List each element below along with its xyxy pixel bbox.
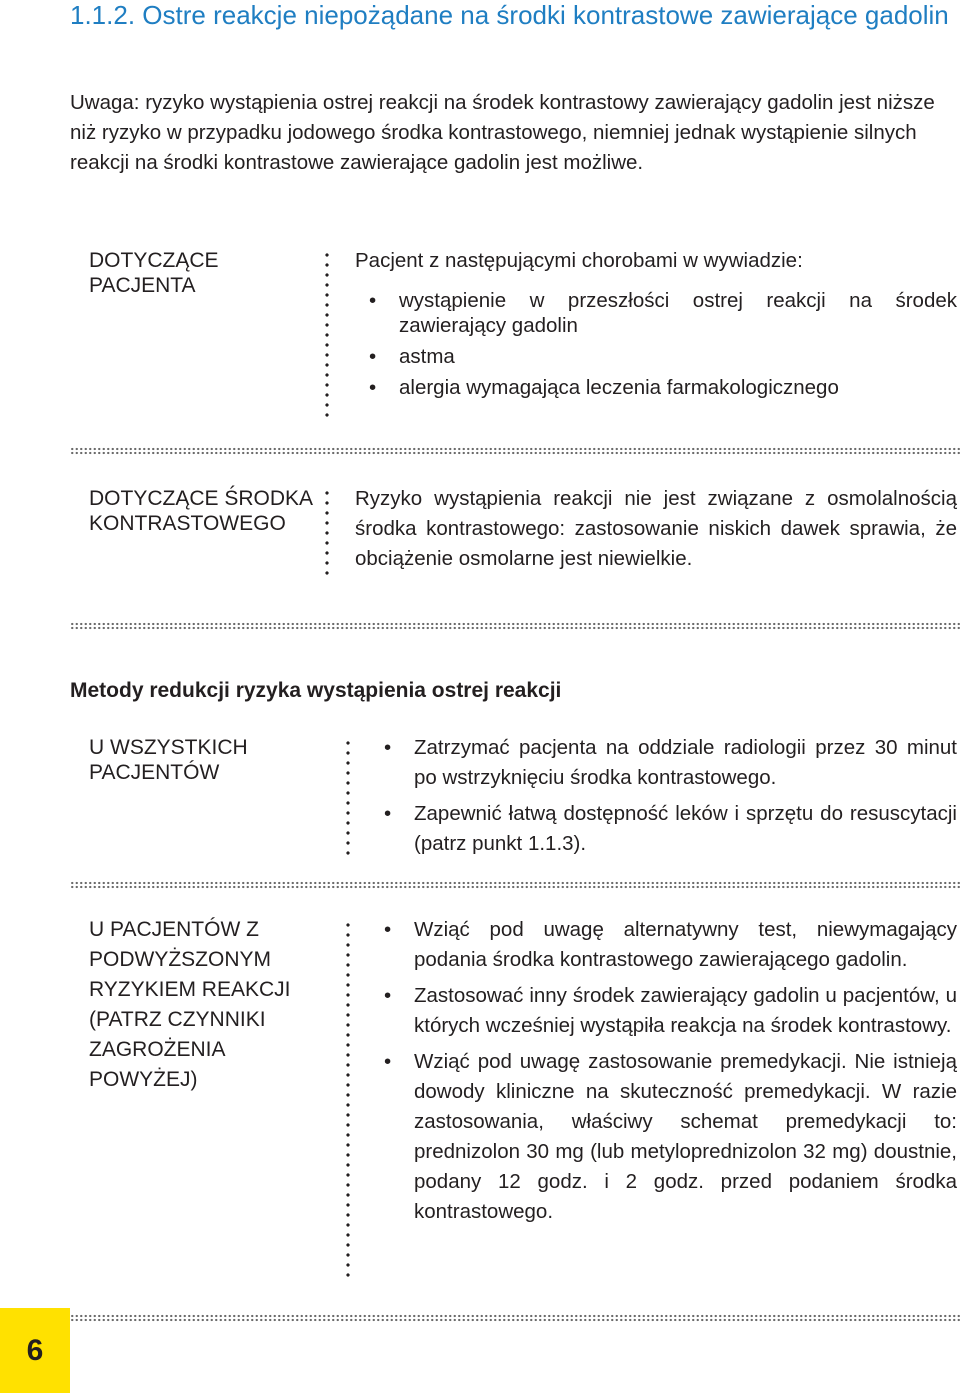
bullet-icon: • — [384, 1050, 392, 1073]
agent-text: Ryzyko wystąpienia reakcji nie jest związane z osmolalnością środka kontrastowego: zastosowanie niskich dawek sprawia, że obciążenie osmolarne jest niewielkie. — [355, 487, 957, 570]
label-patient: DOTYCZĄCE PACJENTA — [89, 249, 219, 297]
horizontal-divider — [70, 622, 960, 630]
bullet-icon: • — [369, 376, 377, 399]
patient-lead: Pacjent z następującymi chorobami w wywiadzie: — [355, 249, 803, 272]
section-number: 1.1.2. — [70, 0, 136, 30]
patient-content — [355, 246, 957, 406]
list-item: • Zatrzymać pacjenta na oddziale radiologii przez 30 minut po wstrzyknięciu środka kontrastowego. — [370, 733, 957, 793]
agent-content — [355, 484, 957, 574]
bullet-icon: • — [384, 736, 392, 759]
list-item: • Wziąć pod uwagę alternatywny test, niewymagający podania środka kontrastowego zawierającego gadolin. — [370, 915, 957, 975]
vertical-divider — [325, 488, 329, 576]
label-all-patients: U WSZYSTKICH PACJENTÓW — [89, 736, 248, 784]
label-contrast-agent: DOTYCZĄCE ŚRODKA KONTRASTOWEGO — [89, 487, 312, 535]
vertical-divider — [346, 738, 350, 860]
intro-paragraph: Uwaga: ryzyko wystąpienia ostrej reakcji na środek kontrastowy zawierający gadolin jest niższe niż ryzyko w przypadku jodowego środka kontrastowego, niemniej jednak wystąpienie silnych reakcji na środki kontrastowe zawierające gadolin jest możliwe. — [70, 91, 935, 174]
list-item: • Wziąć pod uwagę zastosowanie premedykacji. Nie istnieją dowody kliniczne na skuteczność premedykacji. W razie zastosowania, właściwy schemat premedykacji to: prednizolon 30 mg (lub metyloprednizolon 32 mg) doustnie, podany 12 godz. i 2 godz. przed podaniem środka kontrastowego. — [370, 1047, 957, 1227]
list-item: • astma — [369, 345, 455, 368]
list-item: • Zastosować inny środek zawierający gadolin u pacjentów, u których wcześniej wystąpiła reakcja na środek kontrastowy. — [370, 981, 957, 1041]
horizontal-divider — [70, 447, 960, 455]
page-number: 6 — [26, 1333, 44, 1367]
vertical-divider — [346, 920, 350, 1282]
list-item: • alergia wymagająca leczenia farmakologicznego — [369, 376, 839, 399]
section-title-text: Ostre reakcje niepożądane na środki kontrastowe zawierające gadolin — [142, 0, 949, 30]
all-patients-list — [370, 733, 957, 859]
patient-list — [355, 288, 957, 400]
high-risk-list — [370, 915, 957, 1227]
list-item: • Zapewnić łatwą dostępność leków i sprzętu do resuscytacji (patrz punkt 1.1.3). — [370, 799, 957, 859]
horizontal-divider — [70, 1314, 960, 1322]
high-risk-content — [370, 915, 957, 1233]
page-number-tab — [0, 1308, 70, 1393]
all-patients-content — [370, 733, 957, 865]
list-item: • wystąpienie w przeszłości ostrej reakcji na środek zawierający gadolin — [369, 289, 957, 337]
bullet-icon: • — [384, 918, 392, 941]
bullet-icon: • — [369, 345, 377, 368]
label-high-risk-patients: U PACJENTÓW Z PODWYŻSZONYM RYZYKIEM REAKCJI (PATRZ CZYNNIKI ZAGROŻENIA POWYŻEJ) — [89, 918, 291, 1091]
bullet-icon: • — [384, 984, 392, 1007]
section-title — [70, 0, 950, 30]
bullet-icon: • — [369, 289, 377, 312]
bullet-icon: • — [384, 802, 392, 825]
horizontal-divider — [70, 881, 960, 889]
methods-heading: Metody redukcji ryzyka wystąpienia ostrej reakcji — [70, 679, 562, 702]
vertical-divider — [325, 250, 329, 422]
